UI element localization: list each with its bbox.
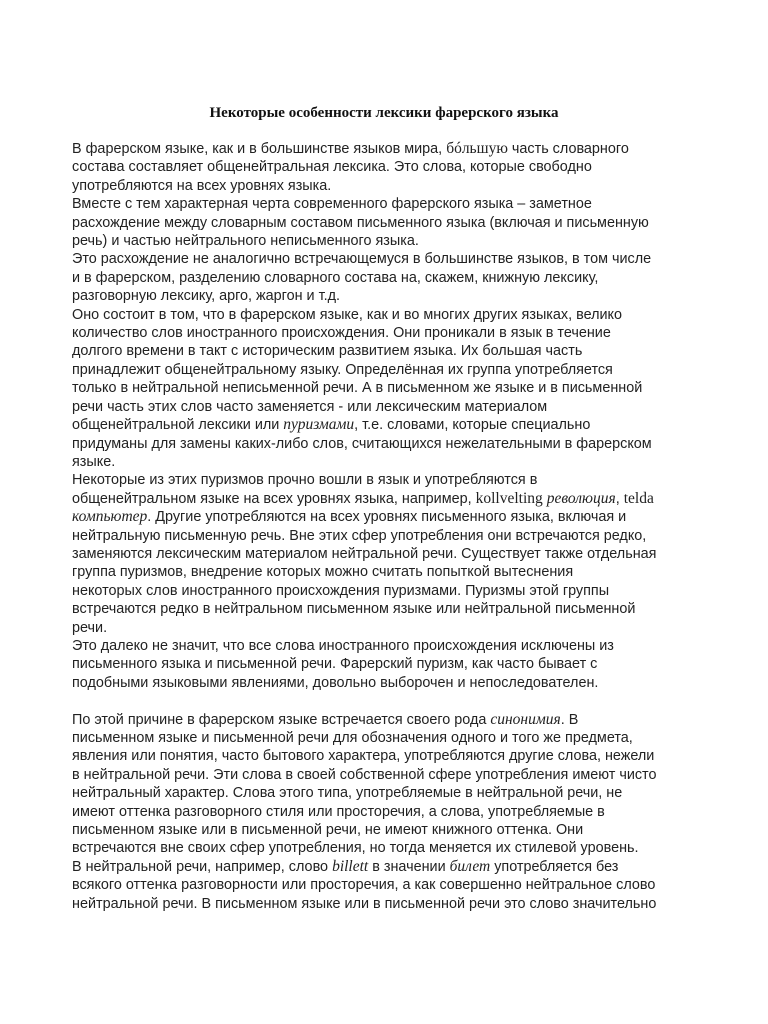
text-line <box>72 140 712 158</box>
text-line: группа пуризмов, внедрение которых можно считать попыткой вытеснения <box>72 564 574 581</box>
text-line <box>72 416 712 434</box>
text-run: общенейтральном языке на всех уровнях языка, например, <box>72 490 476 507</box>
text-line: только в нейтральной неписьменной речи. А в письменном же языке и в письменной <box>72 380 643 397</box>
text-run: По этой причине в фарерском языке встречается своего рода <box>72 711 491 728</box>
text-line: встречаются вне своих сфер употребления, но тогда меняется их стилевой уровень. <box>72 840 639 857</box>
text-line: встречаются редко в нейтральном письменном языке или нейтральной письменной <box>72 601 636 618</box>
foreign-term: kollvelting <box>475 489 543 507</box>
text-line <box>72 508 712 526</box>
text-run: часть словарного <box>507 141 629 157</box>
text-run: , <box>615 490 624 507</box>
text-line: и в фарерском, разделению словарного состава на, скажем, книжную лексику, <box>72 269 599 286</box>
italic-term: синонимия <box>490 710 561 728</box>
text-line: письменном языке или в письменной речи, не имеют книжного оттенка. Они <box>72 822 584 839</box>
foreign-term: billett <box>332 857 369 875</box>
text-line: речь) и частью нейтрального неписьменного языка. <box>72 233 419 250</box>
text-line: всякого оттенка разговорности или просторечия, а как совершенно нейтральное слово <box>72 877 656 894</box>
text-line: придуманы для замены каких-либо слов, считающихся нежелательными в фарерском <box>72 435 652 452</box>
text-line: Оно состоит в том, что в фарерском языке, как и во многих других языках, велико <box>72 306 623 323</box>
text-line: некоторых слов иностранного происхождения пуризмами. Пуризмы этой группы <box>72 582 610 599</box>
text-run: в значении <box>368 858 450 875</box>
text-line: Вместе с тем характерная черта современного фарерского языка – заметное <box>72 196 592 213</box>
text-run: употребляется без <box>490 858 619 875</box>
foreign-term: telda <box>623 489 654 507</box>
text-run: , т.е. словами, которые специально <box>354 417 591 434</box>
text-line: Некоторые из этих пуризмов прочно вошли в язык и употребляются в <box>72 472 538 489</box>
text-line: явления или понятия, часто бытового характера, употребляются другие слова, нежели <box>72 748 655 765</box>
text-run: . В <box>560 711 579 728</box>
italic-term: билет <box>449 857 491 875</box>
text-line <box>72 858 712 876</box>
text-line: Это далеко не значит, что все слова иностранного происхождения исключены из <box>72 637 614 654</box>
text-line: состава составляет общенейтральная лексика. Это слова, которые свободно <box>72 159 592 176</box>
text-line <box>72 490 712 508</box>
text-line: речи часть этих слов часто заменяется - или лексическим материалом <box>72 398 548 415</box>
text-line <box>72 711 712 729</box>
text-line: языке. <box>72 453 116 470</box>
italic-term: революция <box>546 489 616 507</box>
text-line: нейтральной речи. В письменном языке или в письменной речи это слово значительно <box>72 895 657 912</box>
text-line: заменяются лексическим материалом нейтральной речи. Существует также отдельная <box>72 545 657 562</box>
text-line: подобными языковыми явлениями, довольно выборочен и непоследователен. <box>72 674 599 691</box>
text-line: речи. <box>72 619 108 636</box>
text-line: расхождение между словарным составом письменного языка (включая и письменную <box>72 214 649 231</box>
text-line: в нейтральной речи. Эти слова в своей собственной сфере употребления имеют чисто <box>72 766 657 783</box>
text-run: . Другие употребляются на всех уровнях письменного языка, включая и <box>147 509 627 526</box>
italic-term: компьютер <box>72 508 148 526</box>
text-line: письменного языка и письменной речи. Фарерский пуризм, как часто бывает с <box>72 656 598 673</box>
text-line: принадлежит общенейтральному языку. Определённая их группа употребляется <box>72 361 613 378</box>
text-run: В фарерском языке, как и в большинстве языков мира, <box>72 141 447 157</box>
document-body <box>72 140 712 913</box>
document-title: Некоторые особенности лексики фарерского языка <box>209 105 559 121</box>
text-line: количество слов иностранного происхождения. Они проникали в язык в течение <box>72 325 611 342</box>
text-line: нейтральный характер. Слова этого типа, употребляемые в нейтральной речи, не <box>72 785 623 802</box>
text-line: Это расхождение не аналогично встречающемуся в большинстве языков, в том числе <box>72 251 652 268</box>
text-line: употребляются на всех уровнях языка. <box>72 177 332 194</box>
text-line: долгого времени в такт с историческим развитием языка. Их большая часть <box>72 343 583 360</box>
text-run: В нейтральной речи, например, слово <box>72 858 333 875</box>
text-line: имеют оттенка разговорного стиля или просторечия, а слова, употребляемые в <box>72 803 605 820</box>
text-run: общенейтральной лексики или <box>72 417 284 434</box>
italic-term: пуризмами <box>283 416 355 434</box>
text-line: письменном языке и письменной речи для обозначения одного и того же предмета, <box>72 729 633 746</box>
text-line: нейтральную письменную речь. Вне этих сфер употребления они встречаются редко, <box>72 527 647 544</box>
paragraph-gap <box>72 692 712 710</box>
text-line: разговорную лексику, арго, жаргон и т.д. <box>72 288 340 305</box>
text-run: бóльшую <box>446 140 508 157</box>
